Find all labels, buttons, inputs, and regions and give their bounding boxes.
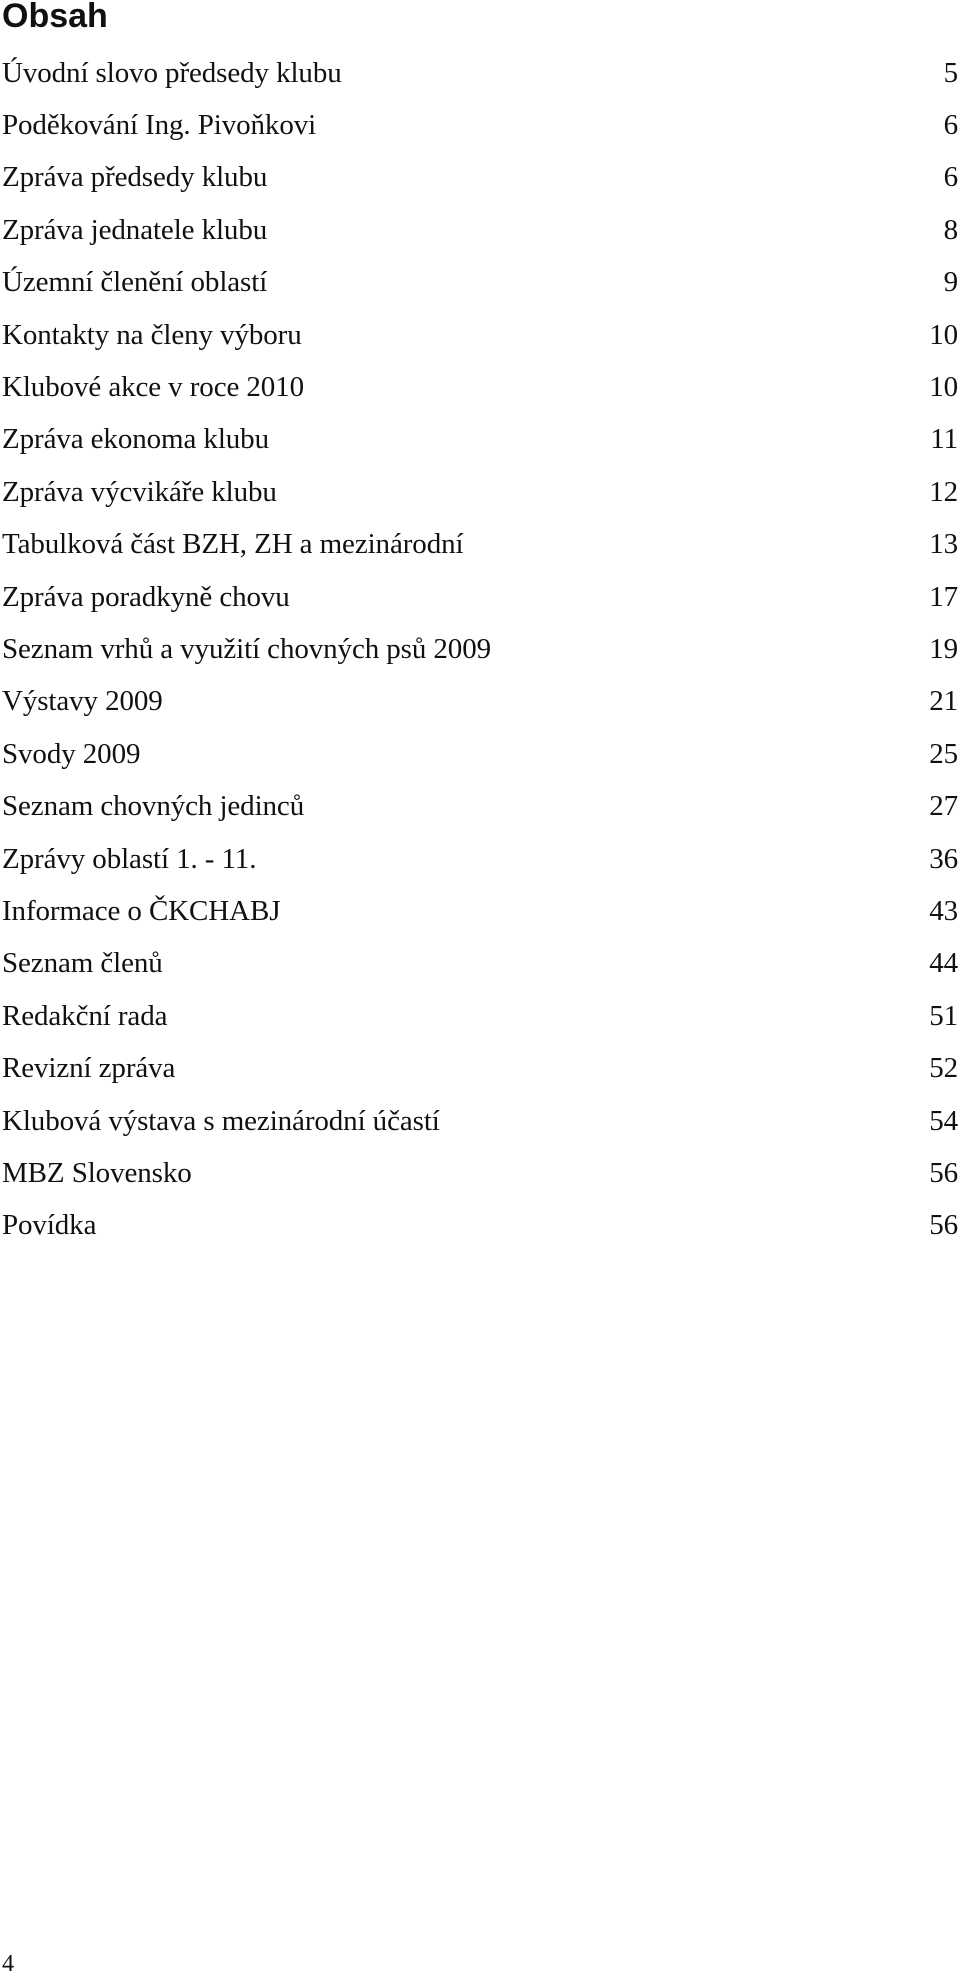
toc-entry-page: 5 <box>943 56 958 89</box>
toc-entry-page: 9 <box>943 266 958 299</box>
toc-entry[interactable] <box>0 466 960 518</box>
toc-entry[interactable] <box>0 519 960 571</box>
toc-entry-title: Klubová výstava s mezinárodní účastí <box>2 1104 440 1137</box>
toc-entry[interactable] <box>0 1200 960 1252</box>
toc-entry[interactable] <box>0 309 960 361</box>
page-number: 4 <box>2 1951 14 1977</box>
toc-entry[interactable] <box>0 990 960 1042</box>
page-title: Obsah <box>2 0 108 35</box>
toc-entry[interactable] <box>0 780 960 832</box>
toc-entry-page: 21 <box>929 685 958 718</box>
toc-entry-page: 8 <box>943 213 958 246</box>
toc-entry[interactable] <box>0 885 960 937</box>
toc-entry-page: 52 <box>929 1052 958 1085</box>
toc-entry-title: Seznam vrhů a využití chovných psů 2009 <box>2 632 492 665</box>
toc-entry-title: Zprávy oblastí 1. - 11. <box>2 842 257 875</box>
toc-entry-title: Klubové akce v roce 2010 <box>2 371 304 404</box>
toc-entry[interactable] <box>0 623 960 675</box>
toc-entry[interactable] <box>0 1147 960 1199</box>
toc-entry-page: 43 <box>929 894 958 927</box>
toc-entry[interactable] <box>0 204 960 256</box>
toc-entry[interactable] <box>0 257 960 309</box>
toc-entry-title: Povídka <box>2 1209 97 1242</box>
toc-entry-title: Výstavy 2009 <box>2 685 163 718</box>
toc-entry-title: Tabulková část BZH, ZH a mezinárodní <box>2 528 464 561</box>
toc-entry-title: Seznam členů <box>2 947 163 980</box>
toc-entry-title: Redakční rada <box>2 999 168 1032</box>
toc-entry[interactable] <box>0 99 960 151</box>
toc-entry-title: Seznam chovných jedinců <box>2 790 305 823</box>
toc-entry-title: Kontakty na členy výboru <box>2 318 302 351</box>
toc-entry-title: Zpráva předsedy klubu <box>2 161 268 194</box>
toc-entry[interactable] <box>0 728 960 780</box>
toc-entry-page: 17 <box>929 580 958 613</box>
toc-entry-page: 11 <box>930 423 958 456</box>
toc-entry-title: Zpráva poradkyně chovu <box>2 580 290 613</box>
toc-entry-page: 51 <box>929 999 958 1032</box>
toc-entry-page: 25 <box>929 737 958 770</box>
toc-entry-title: Územní členění oblastí <box>2 266 268 299</box>
toc-entry-title: Revizní zpráva <box>2 1052 176 1085</box>
toc-entry-page: 36 <box>929 842 958 875</box>
toc-entry-title: Zpráva jednatele klubu <box>2 213 268 246</box>
toc-entry[interactable] <box>0 571 960 623</box>
toc-entry-page: 27 <box>929 790 958 823</box>
toc-entry[interactable] <box>0 361 960 413</box>
toc-entry[interactable] <box>0 414 960 466</box>
toc-entry[interactable] <box>0 152 960 204</box>
toc-entry-page: 12 <box>929 475 958 508</box>
toc-entry-page: 56 <box>929 1156 958 1189</box>
table-of-contents <box>0 47 960 1252</box>
toc-entry[interactable] <box>0 1095 960 1147</box>
toc-entry[interactable] <box>0 676 960 728</box>
toc-entry-title: Svody 2009 <box>2 737 141 770</box>
toc-entry[interactable] <box>0 938 960 990</box>
toc-entry-title: Úvodní slovo předsedy klubu <box>2 56 342 89</box>
toc-entry-page: 54 <box>929 1104 958 1137</box>
toc-entry-title: Zpráva výcvikáře klubu <box>2 475 277 508</box>
toc-entry[interactable] <box>0 1042 960 1094</box>
toc-entry-page: 13 <box>929 528 958 561</box>
toc-entry-title: Poděkování Ing. Pivoňkovi <box>2 109 317 142</box>
toc-entry-page: 19 <box>929 632 958 665</box>
toc-entry-page: 44 <box>929 947 958 980</box>
toc-entry[interactable] <box>0 47 960 99</box>
toc-entry-page: 6 <box>943 161 958 194</box>
toc-entry-title: Informace o ČKCHABJ <box>2 894 281 927</box>
toc-entry-title: Zpráva ekonoma klubu <box>2 423 269 456</box>
toc-entry[interactable] <box>0 833 960 885</box>
toc-entry-page: 6 <box>943 109 958 142</box>
toc-entry-page: 10 <box>929 318 958 351</box>
toc-entry-title: MBZ Slovensko <box>2 1156 192 1189</box>
toc-entry-page: 56 <box>929 1209 958 1242</box>
toc-entry-page: 10 <box>929 371 958 404</box>
